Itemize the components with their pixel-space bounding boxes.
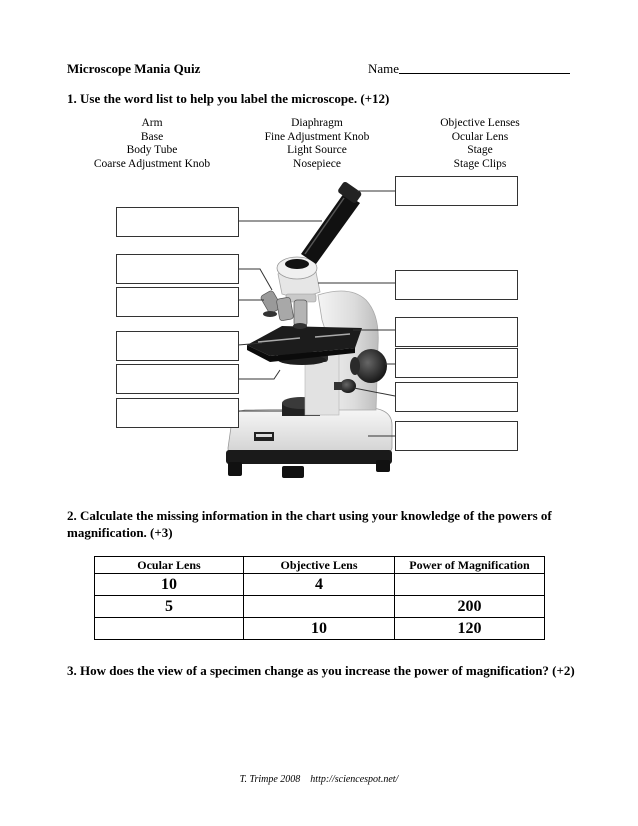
label-answer-box[interactable] bbox=[116, 331, 239, 361]
table-cell-blank[interactable] bbox=[395, 574, 545, 596]
label-answer-box[interactable] bbox=[116, 398, 239, 428]
question-3-answer-area[interactable] bbox=[67, 682, 572, 762]
word-list-item: Stage Clips bbox=[453, 157, 507, 170]
column-header: Power of Magnification bbox=[395, 557, 545, 574]
label-answer-box[interactable] bbox=[116, 287, 239, 317]
table-cell-blank[interactable] bbox=[244, 596, 395, 618]
word-list-item: Fine Adjustment Knob bbox=[264, 130, 370, 143]
magnification-table bbox=[94, 556, 545, 640]
question-3-prompt: 3. How does the view of a specimen change as you increase the power of magnification? (+2) bbox=[67, 663, 575, 678]
word-list-item: Arm bbox=[141, 117, 163, 129]
label-answer-box[interactable] bbox=[395, 317, 518, 347]
microscope-illustration bbox=[226, 181, 392, 478]
word-list-item: Ocular Lens bbox=[451, 130, 509, 143]
table-cell: 10 bbox=[244, 618, 395, 640]
footer-credit: T. Trimpe 2008 http://sciencespot.net/ bbox=[239, 774, 399, 785]
label-answer-box[interactable] bbox=[116, 254, 239, 284]
label-answer-box[interactable] bbox=[395, 270, 518, 300]
question-2-prompt: 2. Calculate the missing information in the chart using your knowledge of the powers of magnification. (+3) bbox=[67, 508, 552, 540]
table-row bbox=[95, 574, 545, 596]
word-list-item: Light Source bbox=[287, 144, 347, 156]
label-answer-box[interactable] bbox=[395, 382, 518, 412]
word-list-item: Stage bbox=[467, 144, 493, 156]
table-row bbox=[95, 596, 545, 618]
word-list-item: Diaphragm bbox=[291, 117, 343, 129]
column-header: Objective Lens bbox=[244, 557, 395, 574]
label-answer-box[interactable] bbox=[395, 348, 518, 378]
label-answer-box[interactable] bbox=[116, 207, 239, 237]
column-header: Ocular Lens bbox=[95, 557, 244, 574]
question-1-prompt: 1. Use the word list to help you label the microscope. (+12) bbox=[67, 91, 390, 106]
word-list-item: Nosepiece bbox=[293, 157, 341, 170]
table-cell: 5 bbox=[95, 596, 244, 618]
word-list-item: Objective Lenses bbox=[440, 117, 520, 129]
table-cell: 10 bbox=[95, 574, 244, 596]
label-answer-box[interactable] bbox=[395, 176, 518, 206]
label-answer-box[interactable] bbox=[395, 421, 518, 451]
word-list-item: Base bbox=[140, 130, 164, 143]
word-list-item: Coarse Adjustment Knob bbox=[93, 157, 211, 170]
word-list-item: Body Tube bbox=[126, 144, 178, 156]
quiz-title: Microscope Mania Quiz bbox=[67, 61, 201, 76]
table-row bbox=[95, 618, 545, 640]
table-cell: 4 bbox=[244, 574, 395, 596]
name-label: Name bbox=[368, 61, 400, 76]
table-cell: 200 bbox=[395, 596, 545, 618]
table-cell-blank[interactable] bbox=[95, 618, 244, 640]
table-cell: 120 bbox=[395, 618, 545, 640]
label-answer-box[interactable] bbox=[116, 364, 239, 394]
